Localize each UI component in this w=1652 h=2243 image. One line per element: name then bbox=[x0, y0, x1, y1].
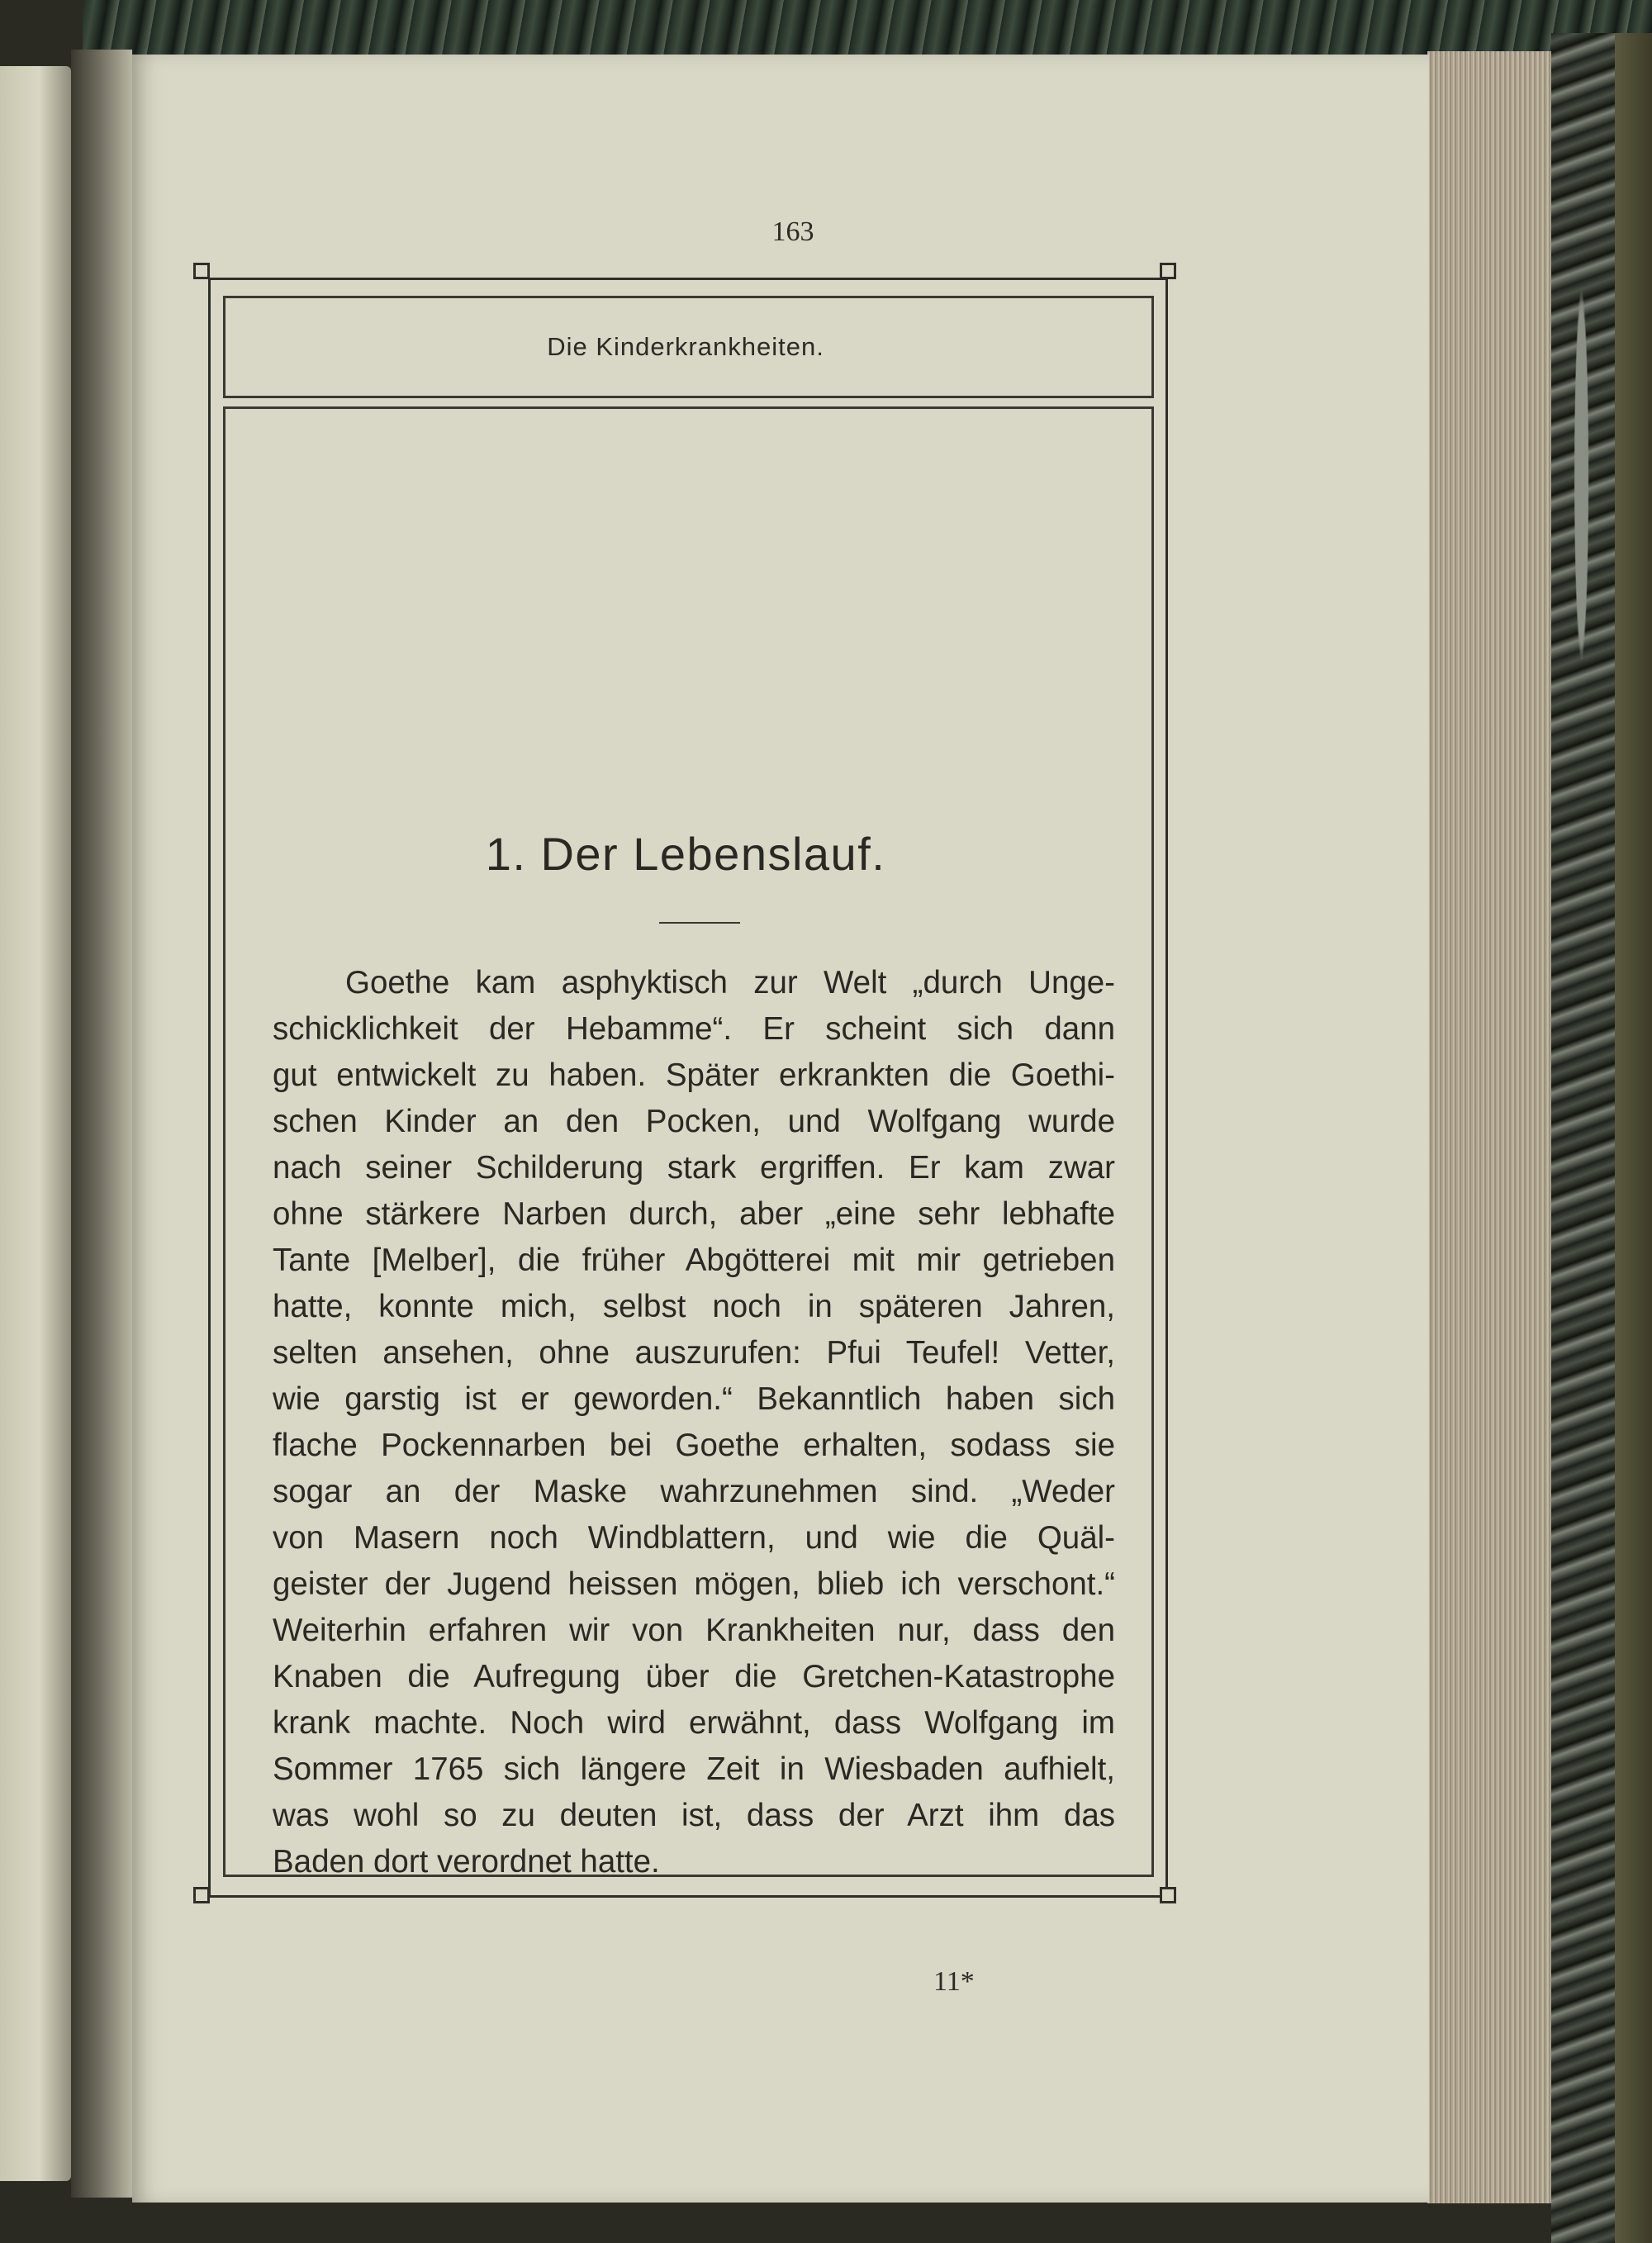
body-line: Weiterhin erfahren wir von Krankheiten nur, dass den bbox=[273, 1613, 1115, 1648]
frame-corner-bottom-right bbox=[1160, 1887, 1176, 1903]
frame-corner-top-left bbox=[193, 263, 210, 279]
body-line: krank machte. Noch wird erwähnt, dass Wolfgang im bbox=[273, 1705, 1115, 1741]
body-line: nach seiner Schilderung stark ergriffen. Er kam zwar bbox=[273, 1150, 1115, 1186]
body-line: geister der Jugend heissen mögen, blieb ich verschont.“ bbox=[273, 1566, 1115, 1602]
body-line: gut entwickelt zu haben. Später erkrankten die Goethi- bbox=[273, 1057, 1115, 1093]
body-line: von Masern noch Windblattern, und wie die Quäl- bbox=[273, 1520, 1115, 1556]
body-line: Goethe kam asphyktisch zur Welt „durch Unge- bbox=[345, 965, 1115, 1000]
body-line: schicklichkeit der Hebamme“. Er scheint sich dann bbox=[273, 1011, 1115, 1047]
body-line: sogar an der Maske wahrzunehmen sind. „Weder bbox=[273, 1474, 1115, 1509]
page-number: 163 bbox=[771, 216, 814, 247]
body-line: Knaben die Aufregung über die Gretchen-Katastrophe bbox=[273, 1659, 1115, 1694]
frame-right-rule bbox=[1165, 278, 1168, 1897]
left-page-edge bbox=[0, 66, 71, 2181]
body-line: wie garstig ist er geworden.“ Bekanntlich haben sich bbox=[273, 1381, 1115, 1417]
body-line: hatte, konnte mich, selbst noch in späteren Jahren, bbox=[273, 1289, 1115, 1324]
frame-left-rule bbox=[208, 278, 211, 1897]
running-title: Die Kinderkrankheiten. bbox=[547, 332, 824, 361]
body-line: was wohl so zu deuten ist, dass der Arzt ihm das bbox=[273, 1798, 1115, 1833]
body-line: ohne stärkere Narben durch, aber „eine sehr lebhafte bbox=[273, 1196, 1115, 1232]
frame-corner-top-right bbox=[1160, 263, 1176, 279]
body-line: flache Pockennarben bei Goethe erhalten, sodass sie bbox=[273, 1428, 1115, 1463]
body-line: selten ansehen, ohne auszurufen: Pfui Teufel! Vetter, bbox=[273, 1335, 1115, 1371]
book-cover-top bbox=[83, 0, 1652, 58]
frame-corner-bottom-left bbox=[193, 1887, 210, 1903]
body-text bbox=[273, 960, 1115, 1885]
body-line: schen Kinder an den Pocken, und Wolfgang wurde bbox=[273, 1104, 1115, 1139]
body-line: Baden dort verordnet hatte. bbox=[273, 1844, 660, 1879]
body-line: Sommer 1765 sich längere Zeit in Wiesbaden aufhielt, bbox=[273, 1751, 1115, 1787]
book-gutter bbox=[71, 50, 132, 2198]
frame-bottom-rule bbox=[208, 1895, 1168, 1898]
book-page bbox=[132, 55, 1429, 2203]
title-divider bbox=[659, 922, 740, 924]
frame-top-rule bbox=[208, 278, 1168, 280]
body-line: Tante [Melber], die früher Abgötterei mit mir getrieben bbox=[273, 1243, 1115, 1278]
cover-binding-edge bbox=[1615, 33, 1652, 2243]
chapter-title: 1. Der Lebenslauf. bbox=[485, 828, 886, 880]
page-block-edges bbox=[1427, 51, 1551, 2203]
signature-mark: 11* bbox=[933, 1966, 975, 1997]
